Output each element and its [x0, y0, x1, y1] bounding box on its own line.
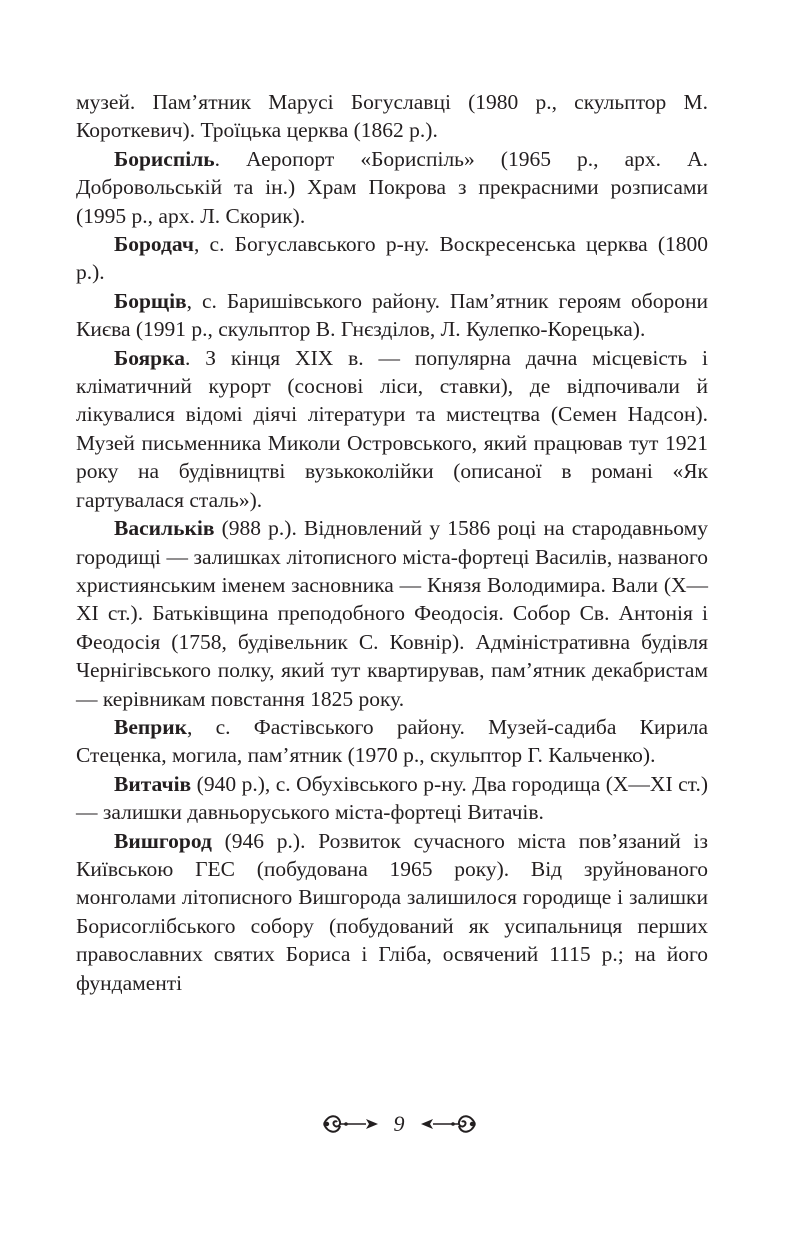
paragraph — [76, 145, 708, 230]
page-footer — [0, 1108, 798, 1140]
entry-term: Вишгород — [114, 828, 212, 853]
paragraph-text: , с. Баришівського району. Пам’ятник героям оборони Києва (1991 р., скульптор В. Гнєзділов, Л. Кулепко-Корецька). — [76, 288, 708, 342]
paragraph-text: (946 р.). Розвиток сучасного міста пов’язаний із Київською ГЕС (побудована 1965 року). Від зруйнованого монголами літописного Вишгорода залишилося городище і залишки Борисоглібського собору (побудований як усипальниця перших православних святих Бориса і Гліба, освячений 1115 р.; на його фундаменті — [76, 828, 708, 995]
entry-term: Боярка — [114, 345, 185, 370]
paragraph — [76, 230, 708, 287]
entry-term: Бородач — [114, 232, 194, 257]
paragraph — [76, 827, 708, 997]
entry-term: Веприк — [114, 714, 188, 739]
paragraph — [76, 287, 708, 344]
paragraph-text: (988 р.). Відновлений у 1586 році на стародавньому городищі — залишках літописного міста-фортеці Василів, названого християнським іменем засновника — Князя Володимира. Вали (X—XI ст.). Батьківщина преподобного Феодосія. Собор Св. Антонія і Феодосія (1758, будівельник С. Ковнір). Адміністративна будівля Чернігівського полку, який тут квартирував, пам’ятник декабристам — керівникам повстання 1825 року. — [76, 516, 708, 711]
paragraph-text: , с. Фастівського району. Музей-садиба Кирила Стеценка, могила, пам’ятник (1970 р., скульптор Г. Кальченко). — [76, 714, 708, 768]
paragraph-text: . Аеропорт «Бориспіль» (1965 р., арх. А. Добровольській та ін.) Храм Покрова з прекрасними розписами (1995 р., арх. Л. Скорик). — [76, 146, 708, 228]
flourish-icon — [419, 1110, 477, 1138]
entry-term: Васильків — [114, 516, 215, 541]
paragraph-text: (940 р.), с. Обухівського р-ну. Два городища (X—XI ст.) — залишки давньоруського міста-фортеці Витачів. — [76, 771, 708, 825]
paragraph — [76, 88, 708, 145]
entry-term: Витачів — [114, 771, 192, 796]
paragraph — [76, 770, 708, 827]
entry-term: Борщів — [114, 288, 187, 313]
page-number: 9 — [393, 1111, 405, 1136]
flourish-icon — [322, 1110, 380, 1138]
paragraph-text: музей. Пам’ятник Марусі Богуславці (1980 р., скульптор М. Короткевич). Троїцька церква (1862 р.). — [76, 90, 708, 143]
paragraph — [76, 344, 708, 514]
paragraph — [76, 514, 708, 713]
entry-term: Бориспіль — [114, 146, 215, 171]
paragraph-text: , с. Богуславського р-ну. Воскресенська церква (1800 р.). — [76, 232, 708, 285]
paragraph-text: . З кінця XIX в. — популярна дачна місцевість і кліматичний курорт (соснові ліси, ставки), де відпочивали й лікувалися відомі діячі літератури та мистецтва (Семен Надсон). Музей письменника Миколи Островського, який працював тут 1921 року на будівництві вузькоколійки (описаної в романі «Як гартувалася сталь»). — [76, 345, 708, 512]
paragraph — [76, 713, 708, 770]
page-body — [76, 88, 708, 997]
